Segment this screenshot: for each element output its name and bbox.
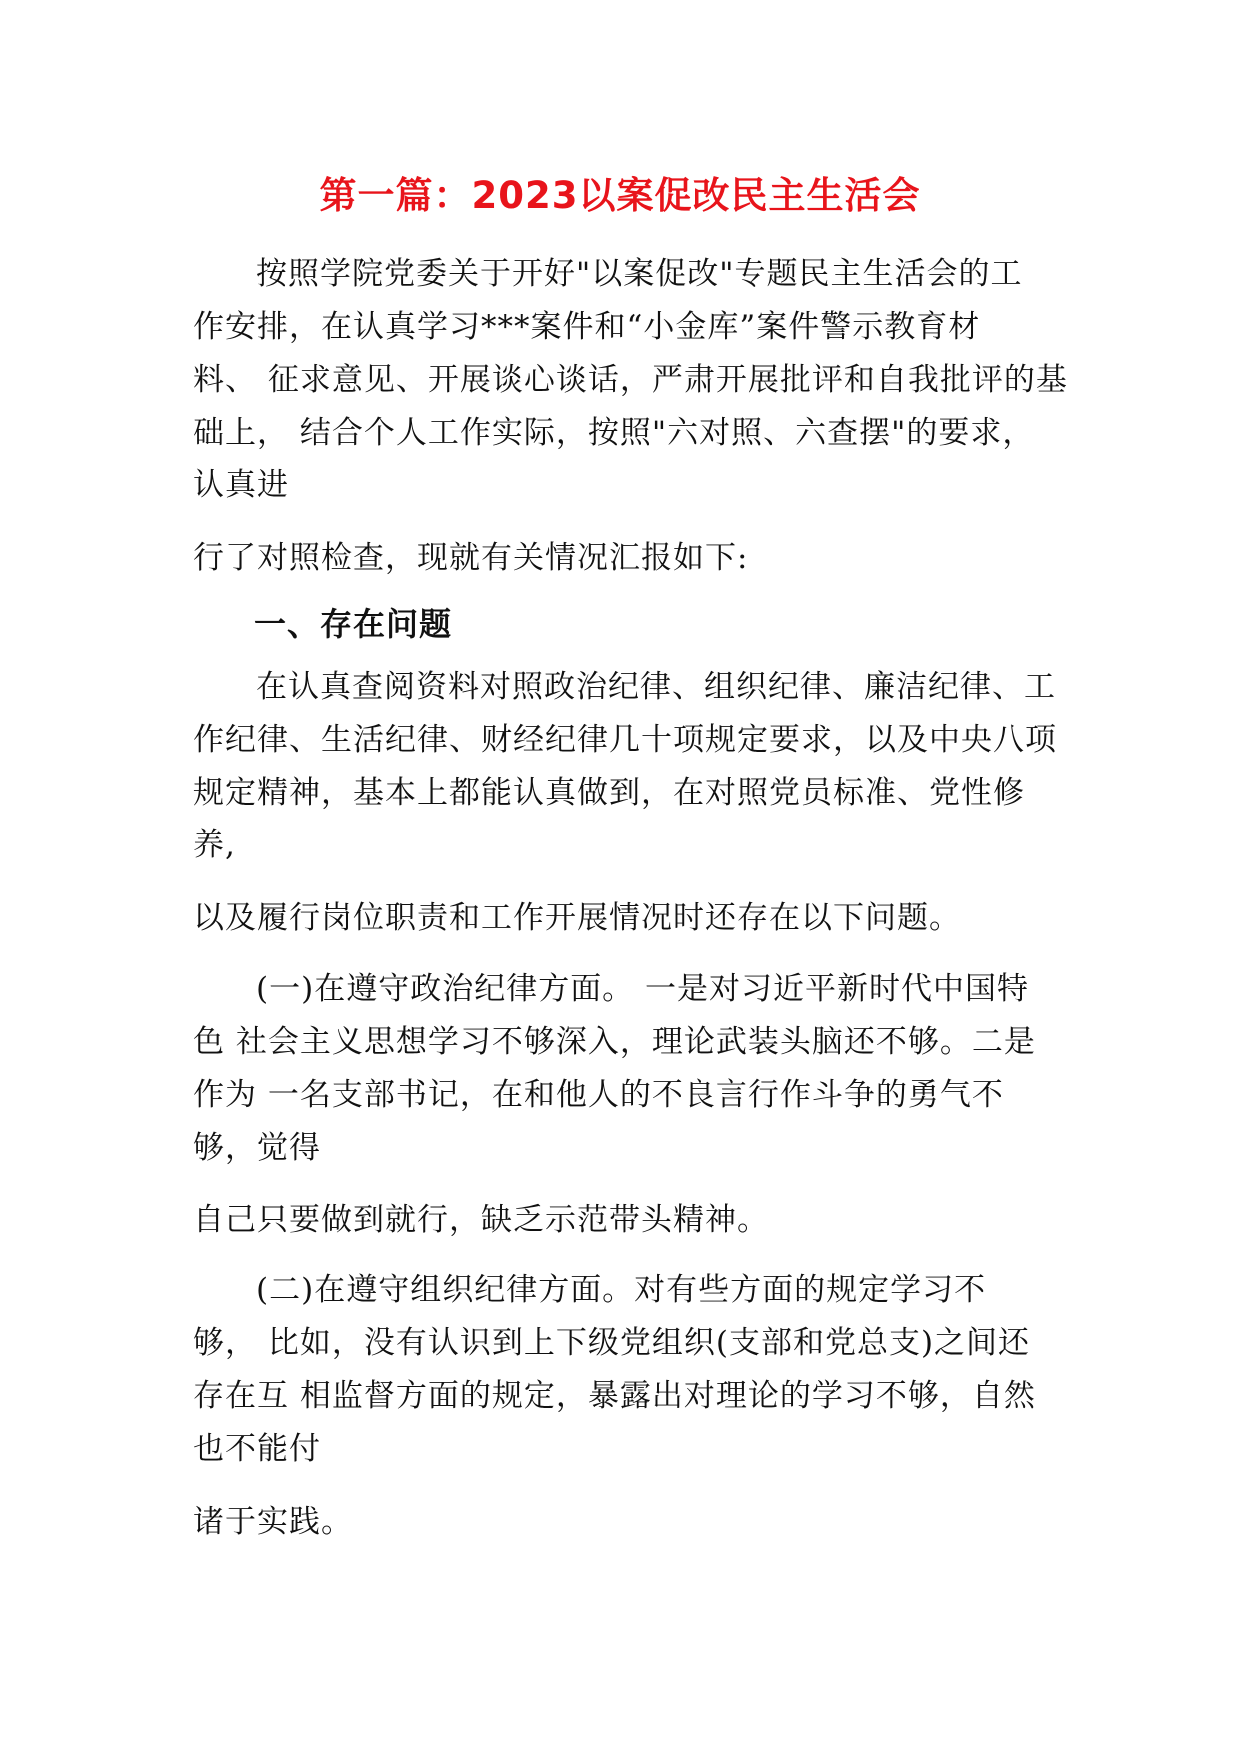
paragraph-line: (二)在遵守组织纪律方面。对有些方面的规定学习不 [256,1272,987,1308]
paragraph-line: 料、 征求意见、开展谈心谈话，严肃开展批评和自我批评的基 [193,362,1068,398]
paragraph-line: 认真进 [193,467,289,503]
paragraph-line: 也不能付 [193,1431,321,1467]
paragraph-line: 以及履行岗位职责和工作开展情况时还存在以下问题。 [193,900,961,936]
paragraph-line: 色 社会主义思想学习不够深入，理论武装头脑还不够。二是 [193,1024,1036,1060]
document-title: 第一篇：2023以案促改民主生活会 [319,174,921,217]
paragraph-line: 规定精神，基本上都能认真做到，在对照党员标准、党性修 [193,775,1025,811]
paragraph-line: 够， 比如，没有认识到上下级党组织(支部和党总支)之间还 [193,1325,1031,1361]
paragraph-line: 作为 一名支部书记，在和他人的不良言行作斗争的勇气不 [193,1077,1004,1113]
paragraph-line: 作安排，在认真学习***案件和“小金库”案件警示教育材 [193,309,981,345]
paragraph-line: 养, [193,827,236,863]
section-heading: 一、存在问题 [254,605,453,643]
paragraph-line: 按照学院党委关于开好"以案促改"专题民主生活会的工 [256,256,1023,292]
paragraph-line: 作纪律、生活纪律、财经纪律几十项规定要求，以及中央八项 [193,722,1057,758]
paragraph-line: 在认真查阅资料对照政治纪律、组织纪律、廉洁纪律、工 [256,669,1056,705]
paragraph-line: 自己只要做到就行，缺乏示范带头精神。 [193,1202,769,1238]
paragraph-line: 诸于实践。 [193,1504,353,1540]
paragraph-line: 够，觉得 [193,1130,321,1166]
paragraph-line: 础上， 结合个人工作实际，按照"六对照、六查摆"的要求， [193,415,1035,451]
paragraph-line: (一)在遵守政治纪律方面。 一是对习近平新时代中国特 [256,971,1030,1007]
paragraph-line: 存在互 相监督方面的规定，暴露出对理论的学习不够，自然 [193,1378,1036,1414]
paragraph-line: 行了对照检查，现就有关情况汇报如下: [193,540,749,576]
